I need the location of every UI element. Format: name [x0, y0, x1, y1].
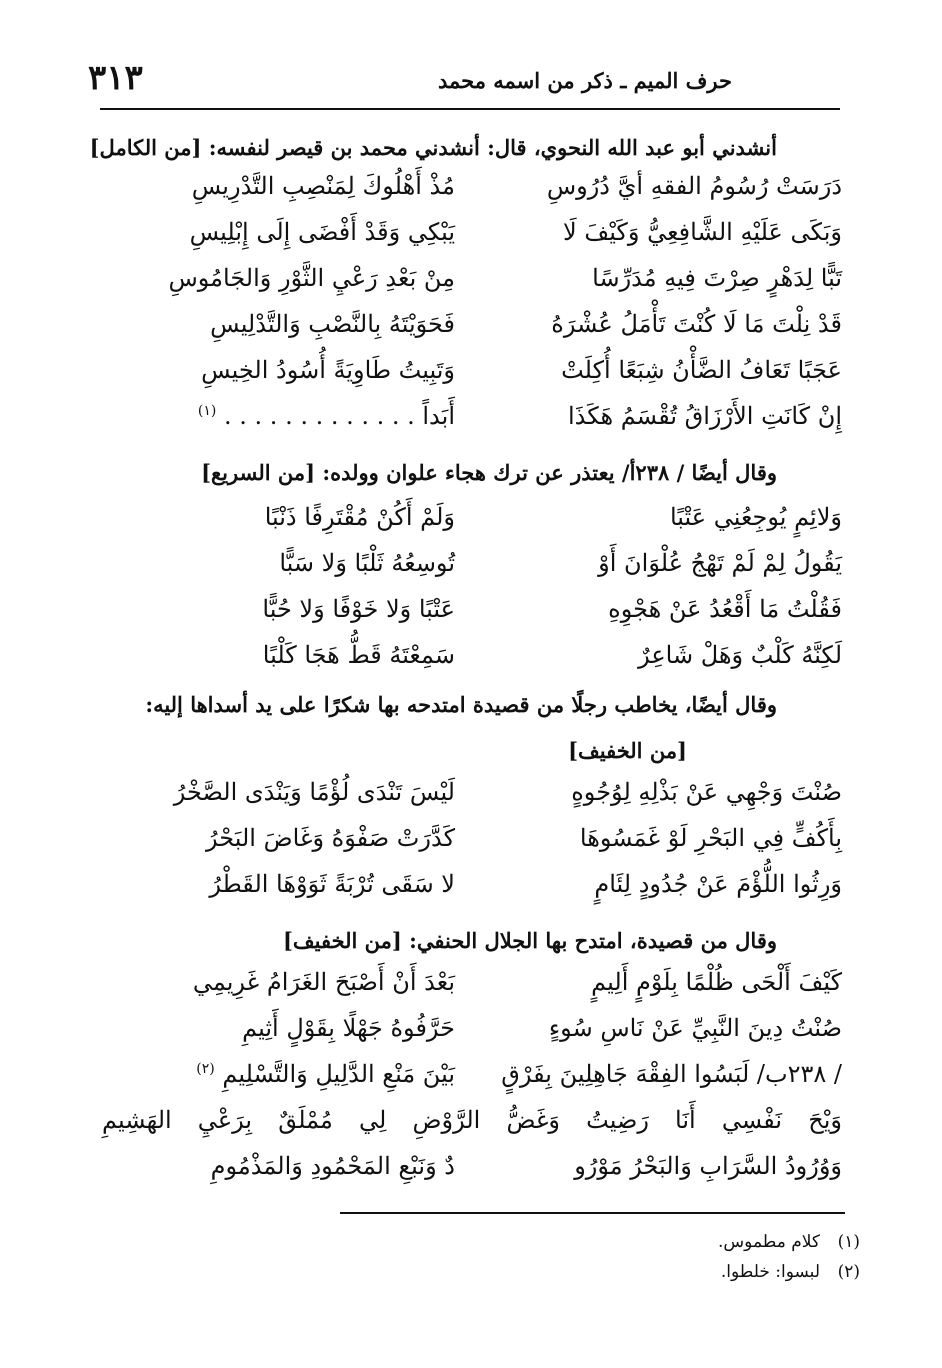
verse-hemistich-left: تُوسِعُهُ ثَلْبًا وَلا سَبًّا [279, 549, 455, 577]
verse-hemistich-left [100, 402, 455, 430]
poem-meter: [من الخفيف] [568, 738, 687, 763]
verse-hemistich-left: حَرَّفُوهُ جَهْلًا بِقَوْلٍ أَثِيمِ [242, 1014, 455, 1042]
poem-intro: وقال أيضًا، يخاطب رجلًا من قصيدة امتدحه بها شكرًا على يد أسداها إليه: [145, 692, 777, 717]
verse-hemistich-left: كَدَّرَتْ صَفْوَهُ وَغَاضَ البَحْرُ [205, 824, 455, 852]
verse-hemistich-left: سَمِعْتَهُ قَطُّ هَجَا كَلْبًا [262, 641, 455, 669]
verse-hemistich-left: وَتَبِيتُ طَاوِيَةً أُسُودُ الخِيسِ [201, 356, 455, 384]
footnote [721, 1262, 860, 1282]
verse-hemistich-right: صُنْتَ وَجْهِي عَنْ بَذْلِهِ لِوُجُوهٍ [571, 778, 842, 806]
verse-hemistich-right: تَبًّا لِدَهْرٍ صِرْتَ فِيهِ مُدَرِّسًا [592, 264, 842, 292]
verse-hemistich-left: يَبْكِي وَقَدْ أَفْضَى إِلَى إِبْلِيسِ [189, 218, 455, 246]
footnote-number: (١) [837, 1232, 860, 1252]
verse-full-line: وَيْحَ نَفْسِي أَنَا رَضِيتُ وَغَضُّ الرَّوْضِ لِي مُمْلَقٌ بِرَعْيِ الهَشِيمِ [102, 1106, 842, 1134]
verse-hemistich-left: مِنْ بَعْدِ رَعْيِ الثَّوْرِ وَالجَامُوسِ [168, 264, 455, 292]
verse-hemistich-right: يَقُولُ لِمْ لَمْ تَهْجُ عُلْوَانَ أَوْ [598, 549, 842, 577]
verse-hemistich-right: بِأَكُفٍّ فِي البَحْرِ لَوْ غَمَسُوهَا [579, 824, 842, 852]
verse-hemistich-right: دَرَسَتْ رُسُومُ الفقهِ أيَّ دُرُوسِ [546, 172, 842, 200]
verse-hemistich-left: بَعْدَ أَنْ أَصْبَحَ الغَرَامُ غَرِيمِي [192, 968, 455, 996]
verse-hemistich-right: وَبَكَى عَلَيْهِ الشَّافِعِيُّ وَكَيْفَ لَا [563, 218, 842, 246]
verse-hemistich-left: لا سَقَى تُرْبَةً ثَوَوْهَا القَطْرُ [209, 870, 455, 898]
verse-hemistich-left: وَلَمْ أَكُنْ مُقْتَرِفًا ذَنْبًا [264, 503, 455, 531]
verse-hemistich-left [100, 1060, 455, 1088]
verse-hemistich-left: لَيْسَ تَنْدَى لُؤْمًا وَيَنْدَى الصَّخْرُ [173, 778, 455, 806]
verse-hemistich-right: وَلائِمٍ يُوجِعُنِي عَتْبًا [669, 503, 842, 531]
verse-text: بَيْنَ مَنْعِ الدَّلِيلِ وَالتَّسْلِيمِ [222, 1060, 455, 1088]
footnote-ref: (١) [197, 403, 217, 419]
verse-hemistich-right: كَيْفَ أَلْحَى ظُلْمًا بِلَوْمٍ أَلِيمٍ [591, 968, 842, 996]
verse-hemistich-right: قَدْ نِلْتَ مَا لَا كُنْتَ تَأْمَلُ عُشْرَهُ [551, 310, 842, 338]
running-head: حرف الميم ـ ذكر من اسمه محمد [437, 68, 732, 93]
verse-text: أَبَداً . . . . . . . . . . . . . [224, 402, 455, 430]
footnote-text: لبسوا: خلطوا. [720, 1262, 820, 1282]
verse-hemistich-right: لَكِنَّهُ كَلْبٌ وَهَلْ شَاعِرٌ [638, 641, 842, 669]
footnote-text: كلام مطموس. [718, 1232, 820, 1252]
poem-intro: وقال أيضًا / ٢٣٨أ/ يعتذر عن ترك هجاء علوان وولده: [من السريع] [201, 460, 777, 485]
verse-hemistich-right: وَرِثُوا اللُّؤْمَ عَنْ جُدُودٍ لِئَامٍ [594, 870, 842, 898]
verse-hemistich-right: / ٢٣٨ب/ لَبَسُوا الفِقْهَ جَاهِلِينَ بِفَرْقٍ [501, 1060, 842, 1088]
verse-hemistich-left: دٌ وَنَبْعِ المَحْمُودِ وَالمَذْمُومِ [210, 1152, 455, 1180]
footnote-rule [340, 1212, 845, 1214]
verse-hemistich-left: مُذْ أَهْلُوكَ لِمَنْصِبِ التَّدْرِيسِ [191, 172, 455, 200]
verse-hemistich-right: إِنْ كَانَتِ الأَرْزَاقُ تُقْسَمُ هَكَذَا [568, 402, 842, 430]
verse-hemistich-left: فَحَوَيْتَهُ بِالنَّصْبِ وَالتَّدْلِيسِ [210, 310, 455, 338]
verse-hemistich-right: فَقُلْتُ مَا أَقْعُدُ عَنْ هَجْوِهِ [608, 595, 842, 623]
poem-intro: أنشدني أبو عبد الله النحوي، قال: أنشدني محمد بن قيصر لنفسه: [من الكامل] [89, 135, 777, 160]
verse-hemistich-right: عَجَبًا تَعَافُ الضَّأْنُ شِبَعًا أُكِلَتْ [561, 356, 842, 384]
footnote [718, 1232, 860, 1252]
footnote-ref: (٢) [196, 1061, 215, 1077]
page-number: ٣١٣ [88, 58, 143, 98]
poem-intro: وقال من قصيدة، امتدح بها الجلال الحنفي: [من الخفيف] [282, 928, 777, 953]
verse-hemistich-left: عَتْبًا وَلا خَوْفًا وَلا حُبًّا [262, 595, 455, 623]
footnote-number: (٢) [837, 1262, 860, 1282]
verse-hemistich-right: صُنْتُ دِينَ النَّبِيِّ عَنْ نَاسِ سُوءٍ [548, 1014, 842, 1042]
verse-hemistich-right: وَوُرُودُ السَّرَابِ وَالبَحْرُ مَوْرُو [574, 1152, 842, 1180]
header-rule [100, 108, 840, 110]
